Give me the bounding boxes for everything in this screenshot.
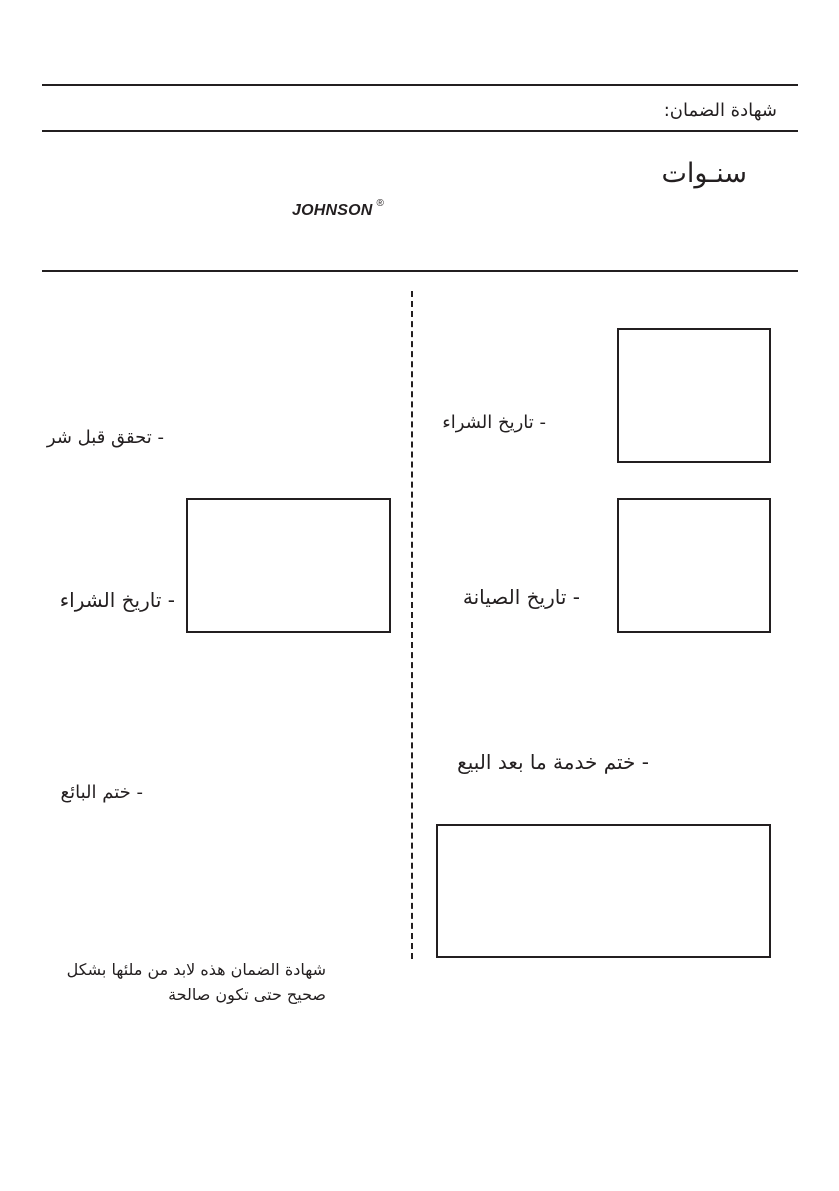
header-bottom-divider [42, 270, 798, 272]
warranty-certificate-title: شهادة الضمان: [663, 100, 777, 121]
validity-note-line-2: صحيح حتى تكون صالحة [168, 985, 326, 1004]
after-sales-stamp-label: - ختم خدمة ما بعد البيع [457, 750, 649, 774]
left-purchase-date-label: - تاريخ الشراء [59, 588, 175, 612]
left-purchase-date-box[interactable] [186, 498, 391, 633]
check-before-purchase-label: - تحقق قبل شر [46, 427, 164, 448]
top-divider [42, 84, 798, 86]
registered-mark: ® [376, 198, 385, 209]
brand-logo [292, 198, 384, 220]
maintenance-date-label: - تاريخ الصيانة [462, 585, 580, 609]
validity-note-line-1: شهادة الضمان هذه لابد من ملئها بشكل [66, 960, 326, 979]
right-purchase-date-label: - تاريخ الشراء [442, 412, 546, 433]
title-divider [42, 130, 798, 132]
brand-name: JOHNSON [292, 202, 373, 219]
maintenance-date-box[interactable] [617, 498, 771, 633]
warranty-years-label: سنـوات [661, 158, 747, 189]
seller-stamp-label: - ختم البائع [60, 782, 143, 803]
cut-line [411, 291, 413, 959]
right-purchase-date-box[interactable] [617, 328, 771, 463]
after-sales-stamp-box[interactable] [436, 824, 771, 958]
